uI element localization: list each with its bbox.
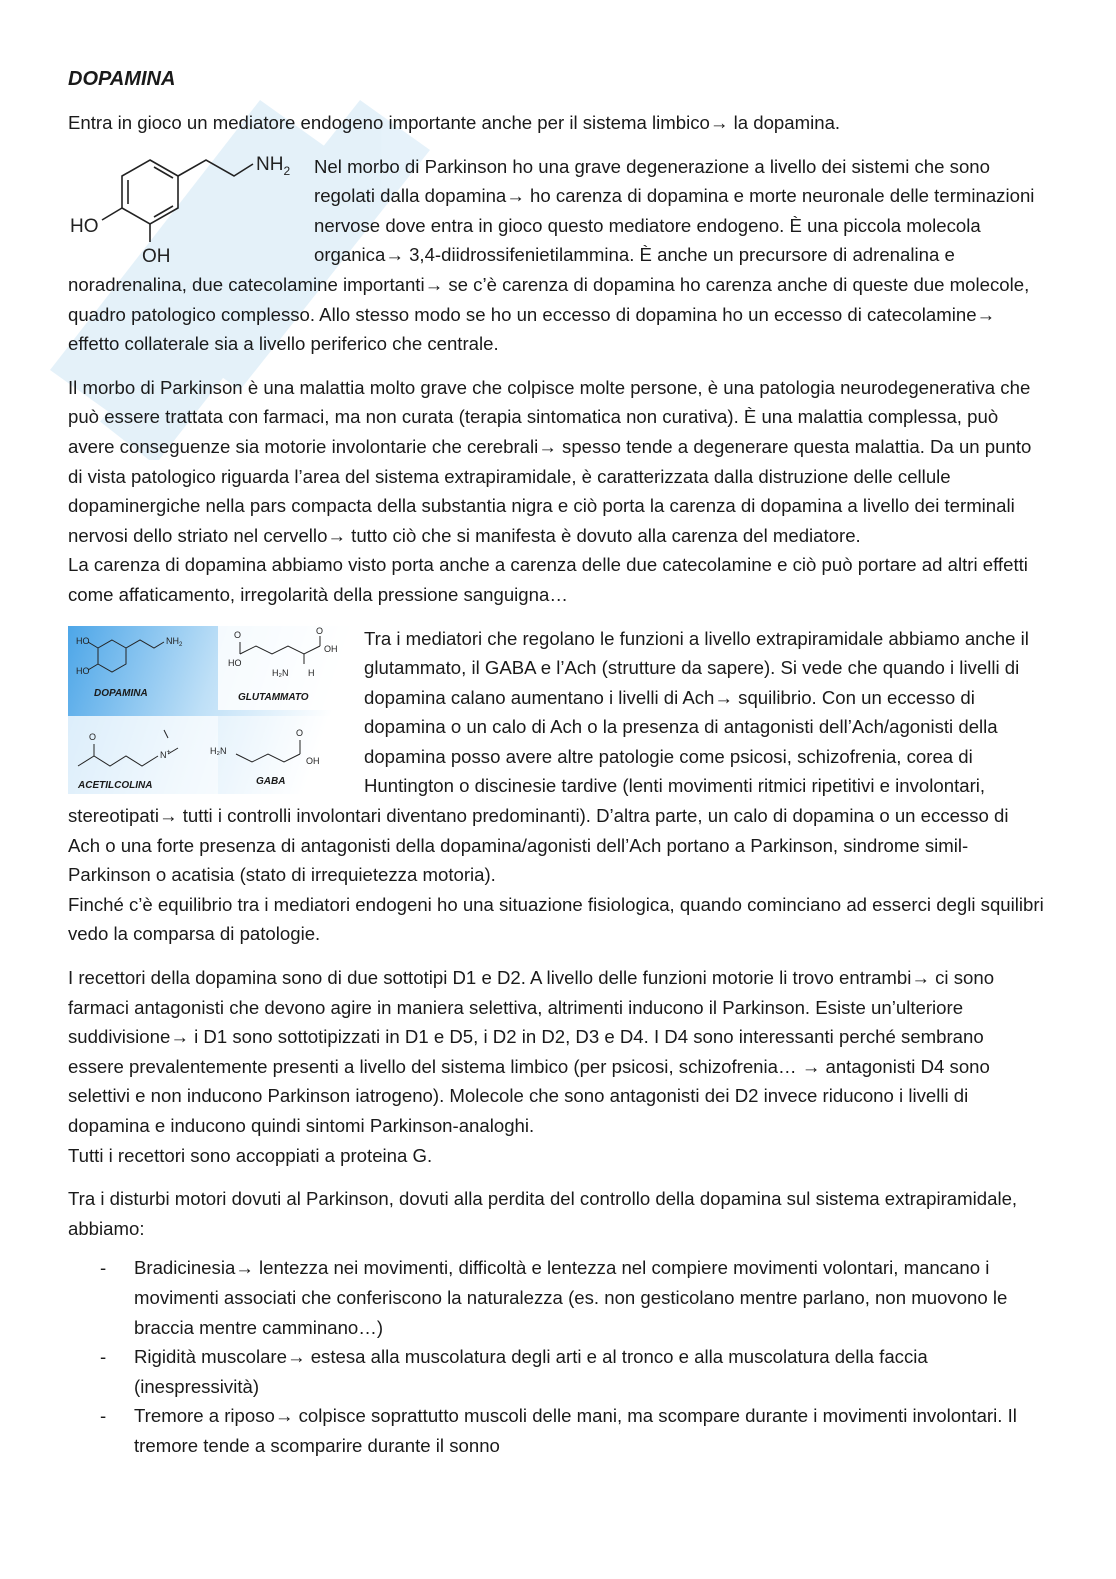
hydroxyl-label-bottom: OH	[142, 245, 171, 264]
dopamine-ho-top: HO	[76, 635, 90, 646]
glutamate-oh: OH	[324, 643, 338, 654]
symptoms-list	[68, 1253, 1044, 1460]
acetylcholine-n: N+	[160, 748, 171, 760]
label-gaba: GABA	[256, 775, 286, 787]
paragraph-parkinson-disease: Il morbo di Parkinson è una malattia molto grave che colpisce molte persone, è una patologia neurodegenerativa che può essere trattata con farmaci, ma non curata (terapia sintomatica non curativa). È una malattia complessa, può avere conseguenze sia motorie involontarie che cerebrali→ spesso tende a degenerare questa malattia. Da un punto di vista patologico riguarda l’area del sistema extrapiramidale, è caratterizzata dalla distruzione delle cellule dopaminergiche nella pars compacta della substantia nigra e ciò porta la carenza di dopamina a livello dei terminali nervosi dello striato nel cervello→ tutto ciò che si manifesta è dovuto alla carenza del mediatore.	[68, 376, 1032, 546]
amine-label: $NH_2$	[256, 153, 291, 178]
paragraph-catecholamine-deficit: La carenza di dopamina abbiamo visto porta anche a carenza delle due catecolamine e ciò può portare ad altri effetti come affaticamento, irregolarità della pressione sanguigna…	[68, 554, 1028, 605]
label-dopamina: DOPAMINA	[94, 687, 148, 699]
intro-paragraph: Entra in gioco un mediatore endogeno importante anche per il sistema limbico→ la dopamina.	[68, 112, 841, 133]
page-title: DOPAMINA	[68, 68, 176, 90]
dopamine-ho-bottom: HO	[76, 665, 90, 676]
label-glutammato: GLUTAMMATO	[238, 691, 309, 703]
dopamine-structure-figure	[68, 152, 300, 264]
paragraph-dopamine-receptors: I recettori della dopamina sono di due sottotipi D1 e D2. A livello delle funzioni motorie li trovo entrambi→ ci sono farmaci antagonisti che devono agire in maniera selettiva, altrimenti inducono il Parkinson. Esiste un’ulteriore suddivisione→ i D1 sono sottotipizzati in D1 e D5, i D2 in D2, D3 e D4. I D4 sono interessanti perché sembrano essere prevalentemente presenti a livello del sistema limbico (per psicosi, schizofrenia… → antagonisti D4 sono selettivi e non inducono Parkinson iatrogeno). Molecole che sono antagonisti dei D2 invece riducono i livelli di dopamina e inducono quindi sintomi Parkinson-analoghi.	[68, 967, 995, 1136]
list-item-text: Tremore a riposo→ colpisce soprattutto muscoli delle mani, ma scompare durante i movimenti involontari. Il tremore tende a scomparire durante il sonno	[134, 1405, 1017, 1456]
gaba-oh: OH	[306, 755, 320, 766]
list-item	[68, 1253, 1044, 1342]
gaba-o: O	[296, 727, 304, 738]
gaba-h2n: H₂N	[210, 745, 227, 756]
glutamate-h: H	[308, 667, 315, 678]
list-item-text: Bradicinesia→ lentezza nei movimenti, difficoltà e lentezza nel compiere movimenti volontari, mancano i movimenti associati che conferiscono la naturalezza (es. non gesticolano mentre parlano, non muovono le braccia mentre camminano…)	[134, 1257, 1008, 1338]
list-item-text: Rigidità muscolare→ estesa alla muscolatura degli arti e al tronco e alla muscolatura della faccia (inespressività)	[134, 1346, 928, 1397]
glutamate-ho: HO	[228, 657, 242, 668]
document-page	[68, 62, 1044, 1461]
paragraph-extrapyramidal-mediators: Tra i mediatori che regolano le funzioni a livello extrapiramidale abbiamo anche il glutammato, il GABA e l’Ach (strutture da sapere). Si vede che quando i livelli di dopamina calano aumentano i livelli di Ach→ squilibrio. Con un eccesso di dopamina o un calo di Ach o la presenza di antagonisti dell’Ach/agonisti della dopamina posso avere altre patologie come psicosi, schizofrenia, corea di Huntington o discinesie tardive (lenti movimenti ritmici ripetitivi e involontari, stereotipati→ tutti i controlli involontari diventano predominanti). D’altra parte, un calo di dopamina o un eccesso di Ach o una forte presenza di antagonisti della dopamina/agonisti dell’Ach portano a Parkinson, sindrome simil-Parkinson o acatisia (stato di irrequietezza motoria).	[68, 627, 1029, 886]
bullet-marker: -	[100, 1346, 107, 1368]
paragraph-equilibrium: Finché c’è equilibrio tra i mediatori endogeni ho una situazione fisiologica, quando cominciano ad esserci degli squilibri vedo la comparsa di patologie.	[68, 893, 1044, 945]
paragraph-motor-disorders: Tra i disturbi motori dovuti al Parkinson, dovuti alla perdita del controllo della dopamina sul sistema extrapiramidale, abbiamo:	[68, 1188, 1018, 1239]
label-acetilcolina: ACETILCOLINA	[78, 779, 153, 791]
bullet-marker: -	[100, 1405, 107, 1427]
paragraph-g-protein: Tutti i recettori sono accoppiati a proteina G.	[68, 1144, 433, 1166]
hydroxyl-label-left: HO	[70, 215, 99, 237]
dopamine-nh2: $NH_2$	[166, 635, 183, 648]
glutamate-h2n: H₂N	[272, 667, 289, 678]
glutamate-o-right: O	[316, 625, 324, 636]
bullet-marker: -	[100, 1257, 107, 1279]
benzene-ring	[122, 160, 178, 224]
list-item	[68, 1401, 1044, 1460]
ethyl-chain	[178, 160, 253, 176]
acetylcholine-o: O	[89, 731, 97, 742]
neurotransmitters-figure	[68, 626, 350, 794]
list-item	[68, 1342, 1044, 1401]
glutamate-o-left: O	[234, 629, 242, 640]
paragraph-parkinson-dopamine: Nel morbo di Parkinson ho una grave degenerazione a livello dei sistemi che sono regolati dalla dopamina→ ho carenza di dopamina e morte neuronale delle terminazioni nervose dove entra in gioco questo mediatore endogeno. È una piccola molecola organica→ 3,4-diidrossifenietilammina. È anche un precursore di adrenalina e noradrenalina, due catecolamine importanti→ se c’è carenza di dopamina ho carenza anche di queste due molecole, quadro patologico complesso. Allo stesso modo se ho un eccesso di dopamina ho un eccesso di catecolamine→ effetto collaterale sia a livello periferico che centrale.	[68, 155, 1035, 355]
